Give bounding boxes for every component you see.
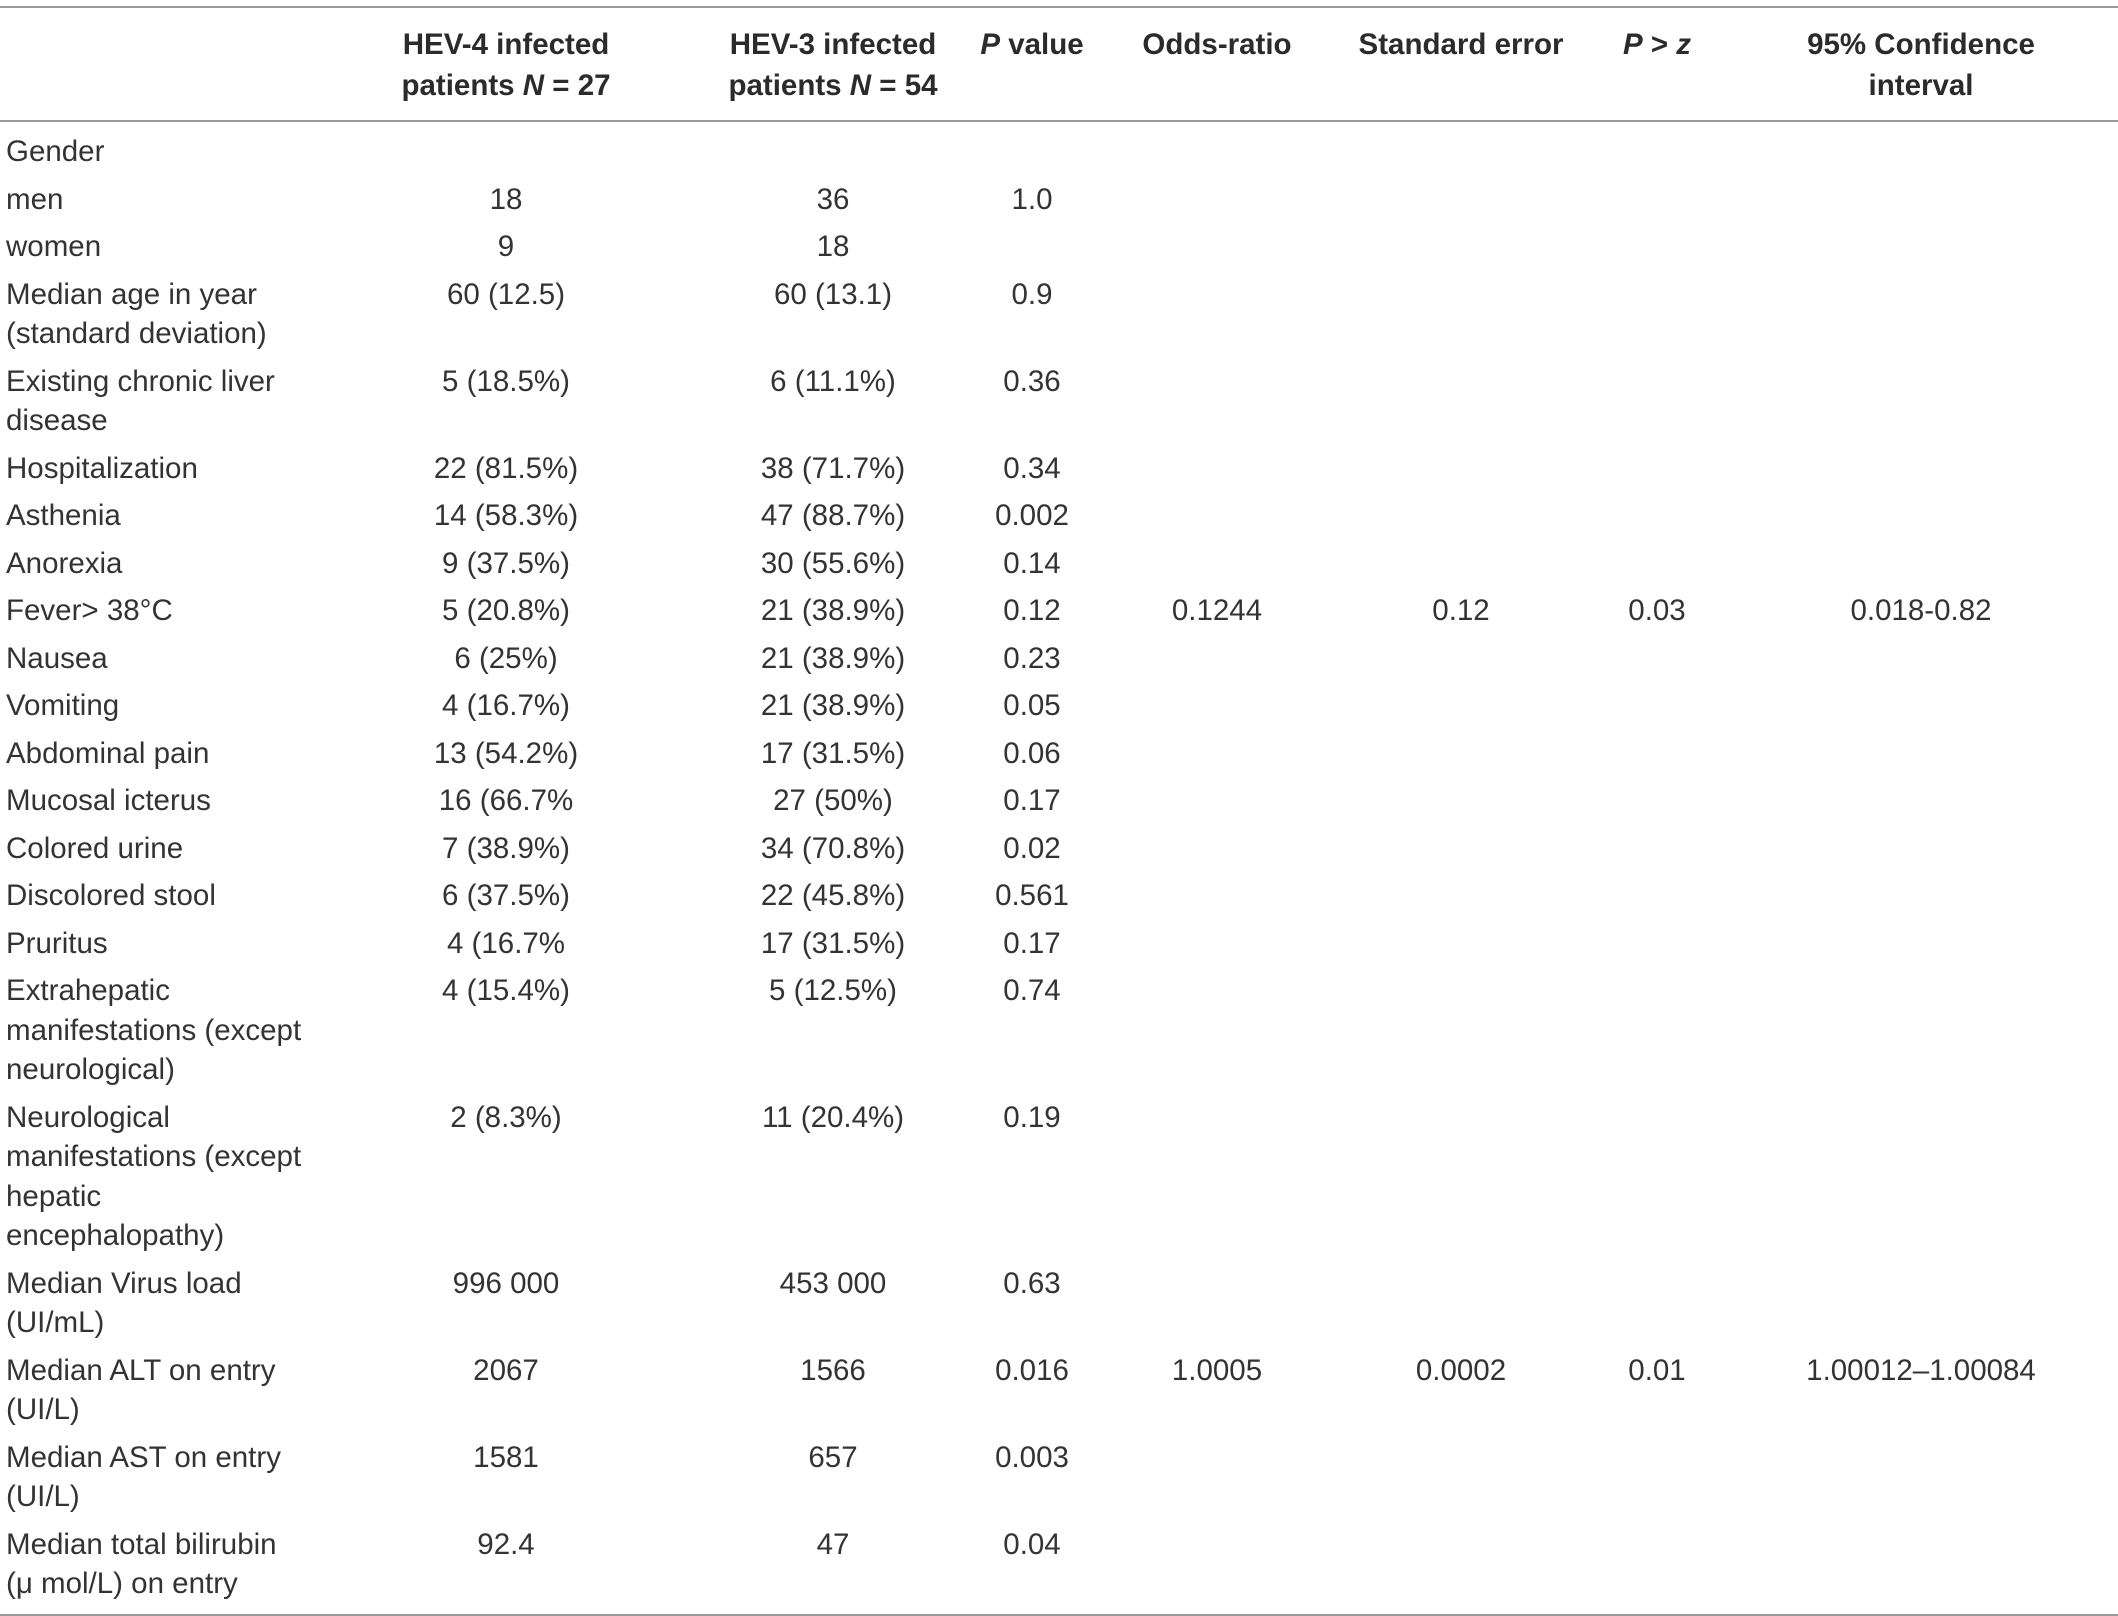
cell-p-value: 0.74 [1003, 974, 1061, 1007]
cell-hev3: 17 (31.5%) [760, 736, 906, 770]
row-label: Median AST on entry (UI/L) [6, 1440, 281, 1513]
cell-odds-ratio: 1.0005 [1171, 1353, 1263, 1387]
cell-hev3: 17 (31.5%) [760, 926, 906, 960]
cell-p-value: 0.19 [1003, 1100, 1061, 1134]
cell-hev4: 9 [497, 230, 515, 263]
row-label: Median Virus load (UI/mL) [6, 1266, 242, 1339]
cell-standard-error [1332, 223, 1590, 271]
cell-p-value: 0.04 [1003, 1527, 1061, 1561]
cell-standard-error [1332, 358, 1590, 445]
cell-standard-error [1332, 777, 1590, 825]
cell-hev4: 1581 [473, 1440, 539, 1474]
table-row [0, 358, 2118, 445]
cell-confidence-interval [1724, 358, 2118, 445]
cell-standard-error [1332, 1434, 1590, 1521]
cell-confidence-interval [1724, 223, 2118, 271]
row-label: Median ALT on entry (UI/L) [6, 1353, 276, 1426]
cell-p-gt-z [1590, 176, 1724, 224]
cell-standard-error [1332, 967, 1590, 1094]
table-row [0, 730, 2118, 778]
cell-confidence-interval [1724, 1094, 2118, 1260]
table-row [0, 223, 2118, 271]
cell-standard-error [1332, 1260, 1590, 1347]
cell-standard-error [1332, 271, 1590, 358]
row-label: Existing chronic liver disease [6, 364, 275, 437]
cell-hev3: 27 (50%) [773, 784, 893, 817]
cell-odds-ratio [1102, 635, 1332, 683]
cell-odds-ratio [1102, 1521, 1332, 1615]
cell-odds-ratio [1102, 271, 1332, 358]
cell-p-value: 0.016 [995, 1353, 1069, 1387]
cell-hev3: 47 [816, 1527, 850, 1561]
row-label: Anorexia [6, 546, 123, 580]
header-row [0, 7, 2118, 121]
table-row [0, 825, 2118, 873]
cell-odds-ratio [1102, 1434, 1332, 1521]
cell-odds-ratio [1102, 872, 1332, 920]
cell-hev3: 22 (45.8%) [760, 879, 906, 912]
cell-p-value: 0.06 [1003, 736, 1061, 770]
cell-p-gt-z [1590, 271, 1724, 358]
cell-hev4 [308, 121, 704, 176]
cell-odds-ratio [1102, 1094, 1332, 1260]
cell-hev3: 36 [816, 182, 850, 216]
header-p-value: P value [980, 28, 1084, 61]
cell-p-value: 0.14 [1003, 546, 1061, 580]
table-header [0, 7, 2118, 121]
cell-odds-ratio: 0.1244 [1171, 594, 1263, 627]
cell-p-value: 0.002 [995, 499, 1069, 532]
cell-standard-error [1332, 730, 1590, 778]
cell-hev3: 657 [808, 1440, 858, 1474]
cell-standard-error [1332, 872, 1590, 920]
cell-standard-error [1332, 121, 1590, 176]
cell-p-gt-z [1590, 730, 1724, 778]
cell-hev3: 47 (88.7%) [760, 499, 906, 532]
cell-p-value: 0.17 [1003, 784, 1061, 817]
cell-odds-ratio [1102, 492, 1332, 540]
cell-confidence-interval: 0.018-0.82 [1850, 594, 1992, 627]
header-row-label [0, 7, 308, 121]
row-label: Median age in year (standard deviation) [6, 277, 267, 350]
cell-odds-ratio [1102, 358, 1332, 445]
cell-standard-error [1332, 635, 1590, 683]
cell-confidence-interval [1724, 1521, 2118, 1615]
cell-hev4: 6 (37.5%) [442, 879, 570, 912]
header-hev3: HEV-3 infected patients N = 54 [728, 28, 938, 102]
cell-hev4: 7 (38.9%) [442, 831, 570, 865]
cell-hev3: 21 (38.9%) [760, 641, 906, 675]
cell-hev4: 60 (12.5) [446, 277, 566, 311]
table-row [0, 920, 2118, 968]
row-label: women [6, 230, 102, 263]
cell-odds-ratio [1102, 176, 1332, 224]
cell-p-gt-z [1590, 872, 1724, 920]
table-row [0, 872, 2118, 920]
cell-p-value: 0.561 [995, 879, 1069, 912]
cell-p-gt-z [1590, 825, 1724, 873]
table-row [0, 1521, 2118, 1615]
cell-odds-ratio [1102, 777, 1332, 825]
cell-hev3: 38 (71.7%) [760, 451, 906, 485]
row-label: Neurological manifestations (except hepatic encephalopathy) [6, 1100, 302, 1252]
cell-standard-error [1332, 540, 1590, 588]
row-label: Extrahepatic manifestations (except neurological) [6, 974, 302, 1086]
cell-confidence-interval [1724, 271, 2118, 358]
cell-hev3: 18 [816, 230, 850, 263]
row-label: Discolored stool [6, 879, 216, 912]
table-row [0, 682, 2118, 730]
table-row [0, 271, 2118, 358]
table-row [0, 635, 2118, 683]
cell-standard-error [1332, 920, 1590, 968]
cell-confidence-interval [1724, 121, 2118, 176]
cell-confidence-interval [1724, 176, 2118, 224]
row-label: Nausea [6, 641, 108, 675]
cell-confidence-interval [1724, 635, 2118, 683]
cell-odds-ratio [1102, 730, 1332, 778]
cell-hev4: 22 (81.5%) [433, 451, 579, 485]
row-label: Vomiting [6, 689, 120, 722]
cell-confidence-interval: 1.00012–1.00084 [1806, 1353, 2036, 1387]
cell-confidence-interval [1724, 730, 2118, 778]
cell-p-gt-z [1590, 967, 1724, 1094]
cell-p-gt-z [1590, 492, 1724, 540]
cell-p-gt-z [1590, 1521, 1724, 1615]
row-label: Fever> 38°C [6, 594, 173, 627]
cell-confidence-interval [1724, 920, 2118, 968]
header-p-gt-z: P > z [1622, 28, 1692, 61]
cell-p-gt-z [1590, 1094, 1724, 1260]
cell-hev4: 5 (18.5%) [442, 364, 570, 398]
cell-hev3: 1566 [800, 1353, 866, 1387]
cell-hev4: 6 (25%) [454, 641, 558, 675]
cell-hev3: 34 (70.8%) [760, 831, 906, 865]
cell-hev4: 9 (37.5%) [442, 546, 570, 580]
cell-confidence-interval [1724, 445, 2118, 493]
cell-odds-ratio [1102, 825, 1332, 873]
table-row [0, 1094, 2118, 1260]
cell-p-gt-z [1590, 682, 1724, 730]
cell-hev3: 6 (11.1%) [770, 364, 896, 398]
row-label: Median total bilirubin (μ mol/L) on entry [6, 1527, 277, 1600]
cell-confidence-interval [1724, 872, 2118, 920]
cell-p-gt-z [1590, 358, 1724, 445]
header-odds-ratio: Odds-ratio [1142, 28, 1292, 61]
table-row [0, 176, 2118, 224]
header-standard-error: Standard error [1358, 28, 1564, 61]
cell-p-value: 0.36 [1003, 364, 1061, 398]
cell-hev4: 2067 [473, 1353, 539, 1387]
cell-p-gt-z [1590, 920, 1724, 968]
row-label: Colored urine [6, 831, 184, 865]
cell-standard-error: 0.0002 [1415, 1353, 1507, 1387]
cell-hev4: 2 (8.3%) [450, 1100, 562, 1134]
cell-standard-error [1332, 1094, 1590, 1260]
table-row [0, 587, 2118, 635]
cell-hev4: 5 (20.8%) [442, 594, 570, 627]
cell-p-gt-z [1590, 777, 1724, 825]
cell-p-value: 0.23 [1003, 641, 1061, 675]
cell-odds-ratio [1102, 540, 1332, 588]
table-row [0, 492, 2118, 540]
cell-standard-error [1332, 1521, 1590, 1615]
cell-p-gt-z [1590, 445, 1724, 493]
cell-standard-error [1332, 682, 1590, 730]
cell-p-gt-z [1590, 121, 1724, 176]
table-row [0, 1347, 2118, 1434]
cell-confidence-interval [1724, 540, 2118, 588]
cell-p-value: 0.17 [1003, 926, 1061, 960]
cell-confidence-interval [1724, 1260, 2118, 1347]
cell-hev3: 21 (38.9%) [760, 689, 906, 722]
cell-standard-error [1332, 176, 1590, 224]
cell-confidence-interval [1724, 825, 2118, 873]
cell-p-value: 0.9 [1011, 277, 1053, 311]
table-row [0, 445, 2118, 493]
cell-odds-ratio [1102, 445, 1332, 493]
cell-p-gt-z: 0.03 [1628, 594, 1686, 627]
cell-confidence-interval [1724, 967, 2118, 1094]
table-row [0, 967, 2118, 1094]
table-row [0, 121, 2118, 176]
cell-odds-ratio [1102, 121, 1332, 176]
cell-p-gt-z [1590, 540, 1724, 588]
cell-p-value [962, 223, 1102, 271]
cell-hev3: 21 (38.9%) [760, 594, 906, 627]
cell-odds-ratio [1102, 1260, 1332, 1347]
table-row [0, 1434, 2118, 1521]
cell-p-value: 0.12 [1003, 594, 1061, 627]
row-label: Mucosal icterus [6, 784, 211, 817]
results-table [0, 6, 2118, 1616]
cell-p-gt-z [1590, 1434, 1724, 1521]
cell-p-value: 0.05 [1003, 689, 1061, 722]
table-row [0, 540, 2118, 588]
cell-hev4: 14 (58.3%) [433, 499, 579, 532]
table-row [0, 777, 2118, 825]
row-label: Pruritus [6, 926, 108, 960]
cell-hev3: 30 (55.6%) [760, 546, 906, 580]
cell-hev4: 16 (66.7% [438, 784, 574, 817]
cell-odds-ratio [1102, 682, 1332, 730]
cell-p-value: 0.63 [1003, 1266, 1061, 1300]
cell-hev3: 453 000 [779, 1266, 887, 1300]
cell-p-value: 0.02 [1003, 831, 1061, 865]
cell-hev3: 60 (13.1) [773, 277, 893, 311]
header-confidence-interval: 95% Confidence interval [1807, 28, 2035, 102]
cell-hev4: 4 (16.7%) [442, 689, 570, 722]
cell-odds-ratio [1102, 920, 1332, 968]
row-label: men [6, 182, 64, 216]
cell-hev4: 92.4 [477, 1527, 535, 1561]
cell-hev3: 5 (12.5%) [769, 974, 897, 1007]
cell-hev4: 18 [489, 182, 523, 216]
cell-standard-error: 0.12 [1432, 594, 1490, 627]
cell-standard-error [1332, 492, 1590, 540]
table-body [0, 121, 2118, 1615]
cell-standard-error [1332, 825, 1590, 873]
header-hev4: HEV-4 infected patients N = 27 [401, 28, 611, 102]
cell-odds-ratio [1102, 223, 1332, 271]
cell-confidence-interval [1724, 1434, 2118, 1521]
row-label: Abdominal pain [6, 736, 210, 770]
cell-hev4: 13 (54.2%) [433, 736, 579, 770]
cell-hev4: 4 (16.7% [446, 926, 566, 960]
cell-hev4: 4 (15.4%) [442, 974, 570, 1007]
cell-p-value: 0.34 [1003, 451, 1061, 485]
row-label: Hospitalization [6, 451, 198, 485]
cell-p-gt-z [1590, 1260, 1724, 1347]
cell-p-gt-z [1590, 223, 1724, 271]
row-label: Gender [6, 135, 105, 168]
cell-p-value: 0.003 [995, 1440, 1069, 1474]
cell-odds-ratio [1102, 967, 1332, 1094]
cell-confidence-interval [1724, 682, 2118, 730]
cell-p-value [962, 121, 1102, 176]
cell-confidence-interval [1724, 492, 2118, 540]
cell-hev3: 11 (20.4%) [761, 1100, 905, 1134]
cell-p-gt-z: 0.01 [1628, 1353, 1686, 1387]
cell-p-gt-z [1590, 635, 1724, 683]
cell-standard-error [1332, 445, 1590, 493]
cell-hev3 [704, 121, 962, 176]
row-label: Asthenia [6, 499, 121, 532]
table-row [0, 1260, 2118, 1347]
cell-hev4: 996 000 [452, 1266, 560, 1300]
cell-p-value: 1.0 [1011, 182, 1053, 216]
cell-confidence-interval [1724, 777, 2118, 825]
